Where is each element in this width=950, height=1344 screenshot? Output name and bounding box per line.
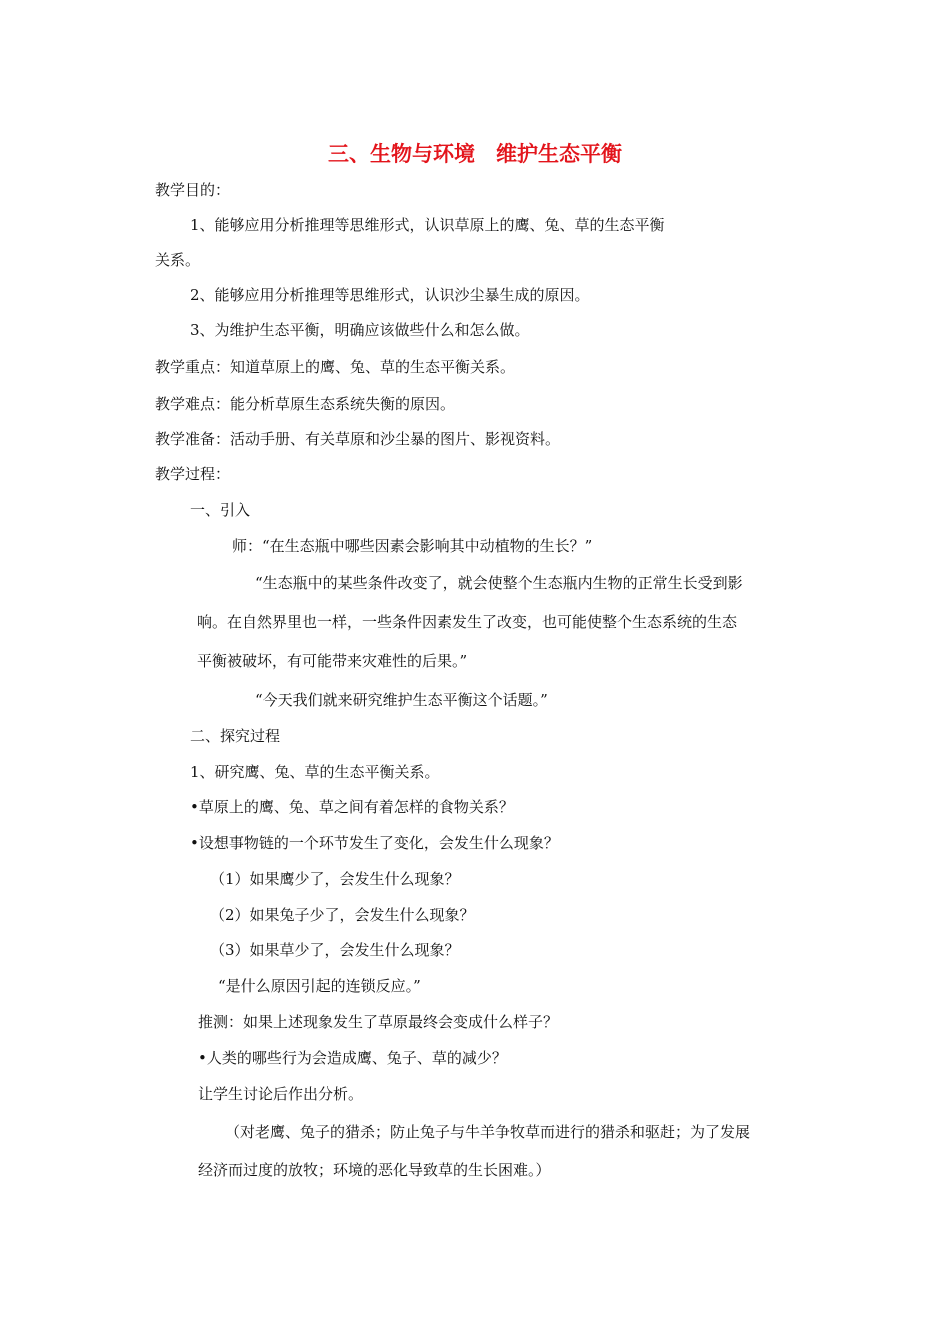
- guess: 推测：如果上述现象发生了草原最终会变成什么样子？: [198, 1013, 559, 1031]
- page-title: 三、生物与环境 维护生态平衡: [328, 142, 622, 166]
- process-label: 教学过程：: [155, 465, 231, 483]
- sub-question-1: （1）如果鹰少了，会发生什么现象？: [210, 870, 460, 888]
- objectives-label: 教学目的：: [155, 181, 231, 199]
- quote-paragraph-line-2: 响。在自然界里也一样，一些条件因素发生了改变，也可能使整个生态系统的生态: [197, 613, 738, 631]
- objective-3: 3、为维护生态平衡，明确应该做些什么和怎么做。: [190, 321, 530, 339]
- section-exploration: 二、探究过程: [190, 727, 281, 745]
- key-point: 教学重点：知道草原上的鹰、兔、草的生态平衡关系。: [155, 358, 516, 376]
- teacher-question: 师：“在生态瓶中哪些因素会影响其中动植物的生长？”: [232, 537, 593, 555]
- sub-question-3: （3）如果草少了，会发生什么现象？: [210, 941, 460, 959]
- bullet-food-relation: •草原上的鹰、兔、草之间有着怎样的食物关系？: [190, 798, 514, 816]
- answer-line-2: 经济而过度的放牧；环境的恶化导致草的生长困难。）: [198, 1161, 551, 1179]
- objective-2: 2、能够应用分析推理等思维形式，认识沙尘暴生成的原因。: [190, 286, 590, 304]
- answer-line-1: （对老鹰、兔子的猎杀；防止兔子与牛羊争牧草而进行的猎杀和驱赶；为了发展: [225, 1123, 751, 1141]
- quote-today: “今天我们就来研究维护生态平衡这个话题。”: [255, 691, 548, 709]
- preparation: 教学准备：活动手册、有关草原和沙尘暴的图片、影视资料。: [155, 430, 561, 448]
- discussion: 让学生讨论后作出分析。: [198, 1085, 364, 1103]
- bullet-human-behavior: •人类的哪些行为会造成鹰、兔子、草的减少？: [198, 1049, 507, 1067]
- section-intro: 一、引入: [190, 501, 251, 519]
- chain-reaction-quote: “是什么原因引起的连锁反应。”: [218, 977, 421, 995]
- item-1: 1、研究鹰、兔、草的生态平衡关系。: [190, 763, 440, 781]
- difficulty: 教学难点：能分析草原生态系统失衡的原因。: [155, 395, 456, 413]
- sub-question-2: （2）如果兔子少了，会发生什么现象？: [210, 906, 475, 924]
- quote-paragraph-line-3: 平衡被破坏，有可能带来灾难性的后果。”: [197, 652, 468, 670]
- bullet-chain-change: •设想事物链的一个环节发生了变化，会发生什么现象？: [190, 834, 559, 852]
- objective-1-continued: 关系。: [155, 251, 201, 269]
- objective-1: 1、能够应用分析推理等思维形式，认识草原上的鹰、兔、草的生态平衡: [190, 216, 665, 234]
- quote-paragraph-line-1: “生态瓶中的某些条件改变了，就会使整个生态瓶内生物的正常生长受到影: [255, 574, 743, 592]
